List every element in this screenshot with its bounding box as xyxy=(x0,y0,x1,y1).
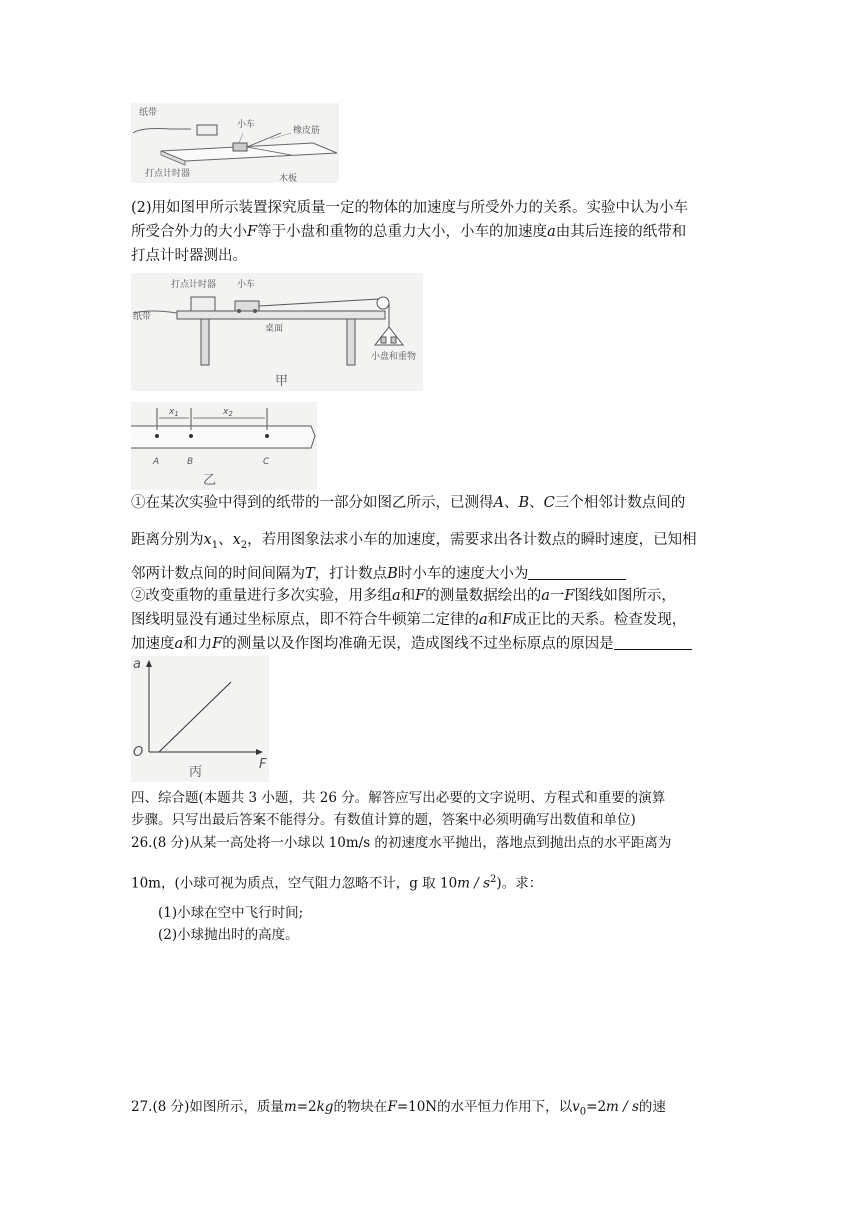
axis-x-label: F xyxy=(259,757,267,772)
label-tape: 纸带 xyxy=(139,108,158,118)
label-timer: 打点计时器 xyxy=(145,169,191,179)
label-tape: 纸带 xyxy=(133,312,152,322)
section4-line1: 四、综合题(本题共 3 小题，共 26 分。解答应写出必要的文字说明、方程式和重要的演算 xyxy=(131,790,666,806)
answer-blank-2[interactable] xyxy=(614,635,692,650)
q27-line1: 27.(8 分)如图所示，质量m=2kg的物块在F=10N的水平恒力作用下，以$v_0=2m / s$的速 xyxy=(131,1099,666,1118)
label-band: 橡皮筋 xyxy=(293,126,321,136)
caption-yi: 乙 xyxy=(203,473,217,488)
axis-y-label: a xyxy=(133,657,141,672)
label-table: 桌面 xyxy=(265,324,284,334)
answer-blank-1[interactable] xyxy=(528,565,626,580)
caption-bing: 丙 xyxy=(189,765,203,780)
label-cart: 小车 xyxy=(237,120,256,130)
part2-line1: ②改变重物的重量进行多次实验，用多组a和F的测量数据绘出的a一F图线如图所示， xyxy=(131,588,676,604)
label-timer: 打点计时器 xyxy=(171,280,217,290)
figure-yi xyxy=(131,402,317,490)
q26-line1: 26.(8 分)从某一高处将一小球以 10m/s 的初速度水平抛出，落地点到抛出点的水平距离为 xyxy=(131,835,672,851)
part1-line2: 距离分别为$x_1$、$x_2$，若用图象法求小车的加速度，需要求出各计数点的瞬时速度，已知相 xyxy=(131,532,697,551)
q26-line2: 10m，(小球可视为质点，空气阻力忽略不计，g 取 $10m / s^2$)。求： xyxy=(131,874,543,892)
q2-intro-line3: 打点计时器测出。 xyxy=(131,248,247,264)
section4-line2: 步骤。只写出最后答案不能得分。有数值计算的题，答案中必须明确写出数值和单位) xyxy=(131,812,636,828)
label-board: 木板 xyxy=(279,174,298,183)
part2-line2: 图线明显没有通过坐标原点，即不符合牛顿第二定律的a和F成正比的天系。检查发现， xyxy=(131,612,687,628)
label-A: A xyxy=(153,457,160,467)
figure-rubber-band-apparatus xyxy=(131,103,339,183)
label-x1: $x_1$ xyxy=(169,407,179,418)
label-weights: 小盘和重物 xyxy=(371,352,417,362)
label-B: B xyxy=(187,457,194,467)
figure-bing xyxy=(131,656,269,782)
q2-intro-line2: 所受合外力的大小F等于小盘和重物的总重力大小，小车的加速度a由其后连接的纸带和 xyxy=(131,224,687,240)
q26-sub1: (1)小球在空中飞行时间; xyxy=(158,905,304,921)
origin-label: O xyxy=(133,745,144,760)
q2-intro-line1: (2)用如图甲所示装置探究质量一定的物体的加速度与所受外力的关系。实验中认为小车 xyxy=(131,200,689,216)
label-C: C xyxy=(263,457,270,467)
q26-sub2: (2)小球抛出时的高度。 xyxy=(158,927,299,943)
part1-line3: 邻两计数点间的时间间隔为T，打计数点B时小车的速度大小为 xyxy=(131,564,626,584)
caption-jia: 甲 xyxy=(275,374,289,389)
label-x2: $x_2$ xyxy=(223,407,233,418)
label-cart: 小车 xyxy=(237,280,256,290)
figure-jia xyxy=(131,273,423,391)
part1-line1: ①在某次实验中得到的纸带的一部分如图乙所示，已测得A、B、C三个相邻计数点间的 xyxy=(131,495,686,511)
part2-line3: 加速度a和力F的测量以及作图均准确无误，造成图线不过坐标原点的原因是 xyxy=(131,634,692,654)
